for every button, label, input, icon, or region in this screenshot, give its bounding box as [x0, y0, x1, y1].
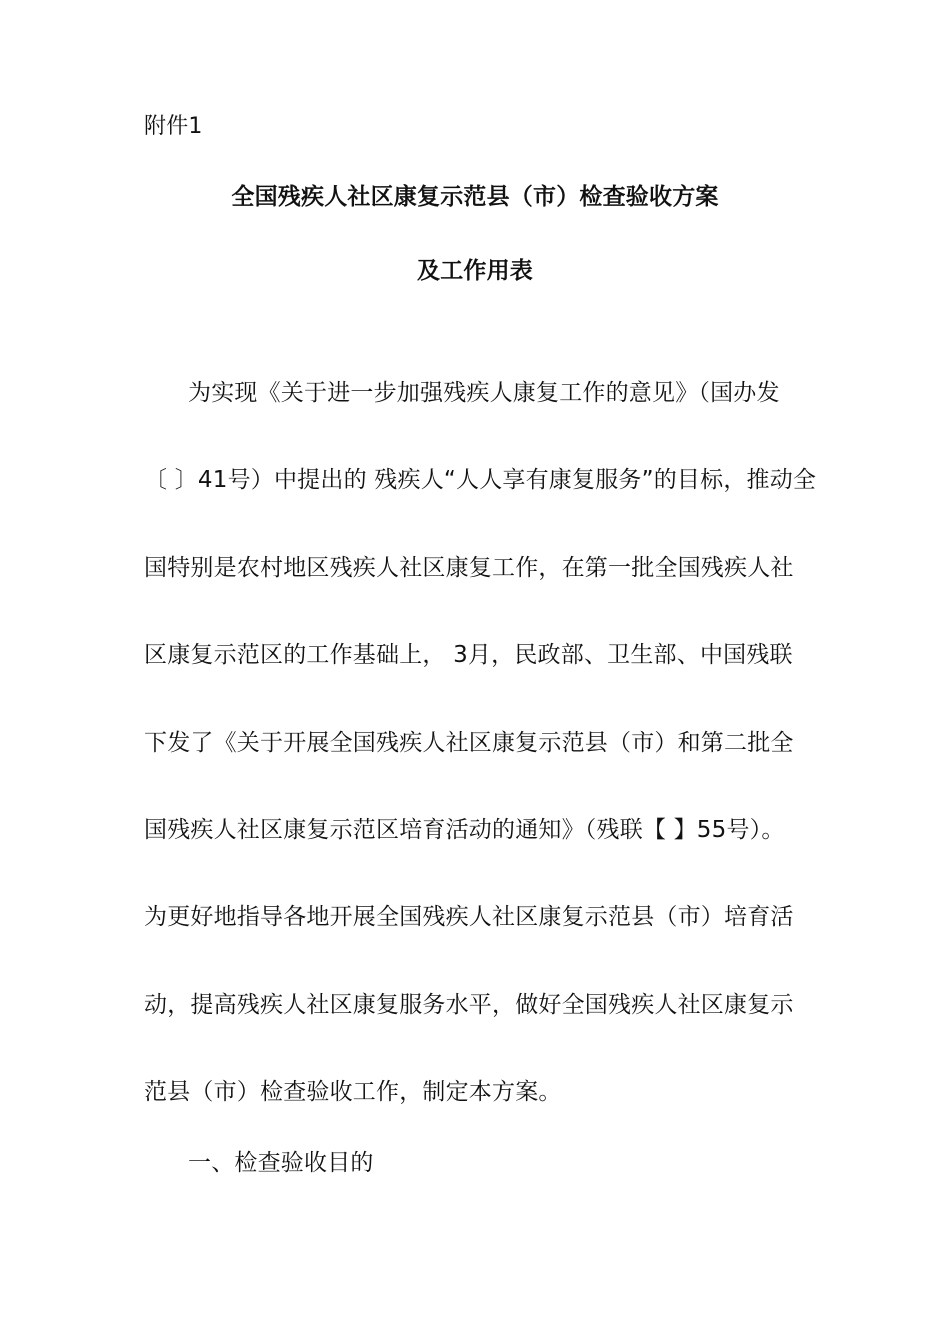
document-title-line-2: 及工作用表 — [417, 258, 533, 284]
body-line-6: 国残疾人社区康复示范区培育活动的通知》（残联【 】55号）。 — [144, 817, 785, 843]
document-title-line-1: 全国残疾人社区康复示范县（市）检查验收方案 — [231, 184, 719, 210]
attachment-label: 附件1 — [144, 114, 203, 139]
body-line-3: 国特别是农村地区残疾人社区康复工作，在第一批全国残疾人社 — [144, 555, 794, 581]
body-line-5: 下发了《关于开展全国残疾人社区康复示范县（市）和第二批全 — [144, 730, 794, 756]
body-line-9: 范县（市）检查验收工作，制定本方案。 — [144, 1079, 562, 1105]
body-line-2: 〔 〕41号）中提出的 残疾人“人人享有康复服务”的目标，推动全 — [144, 467, 817, 493]
body-line-8: 动，提高残疾人社区康复服务水平，做好全国残疾人社区康复示 — [144, 992, 794, 1018]
body-line-7: 为更好地指导各地开展全国残疾人社区康复示范县（市）培育活 — [144, 904, 794, 930]
body-line-4: 区康复示范区的工作基础上， 3月，民政部、卫生部、中国残联 — [144, 642, 793, 668]
section-heading-1: 一、检查验收目的 — [188, 1150, 374, 1176]
body-line-1: 为实现《关于进一步加强残疾人康复工作的意见》（国办发 — [188, 380, 780, 406]
